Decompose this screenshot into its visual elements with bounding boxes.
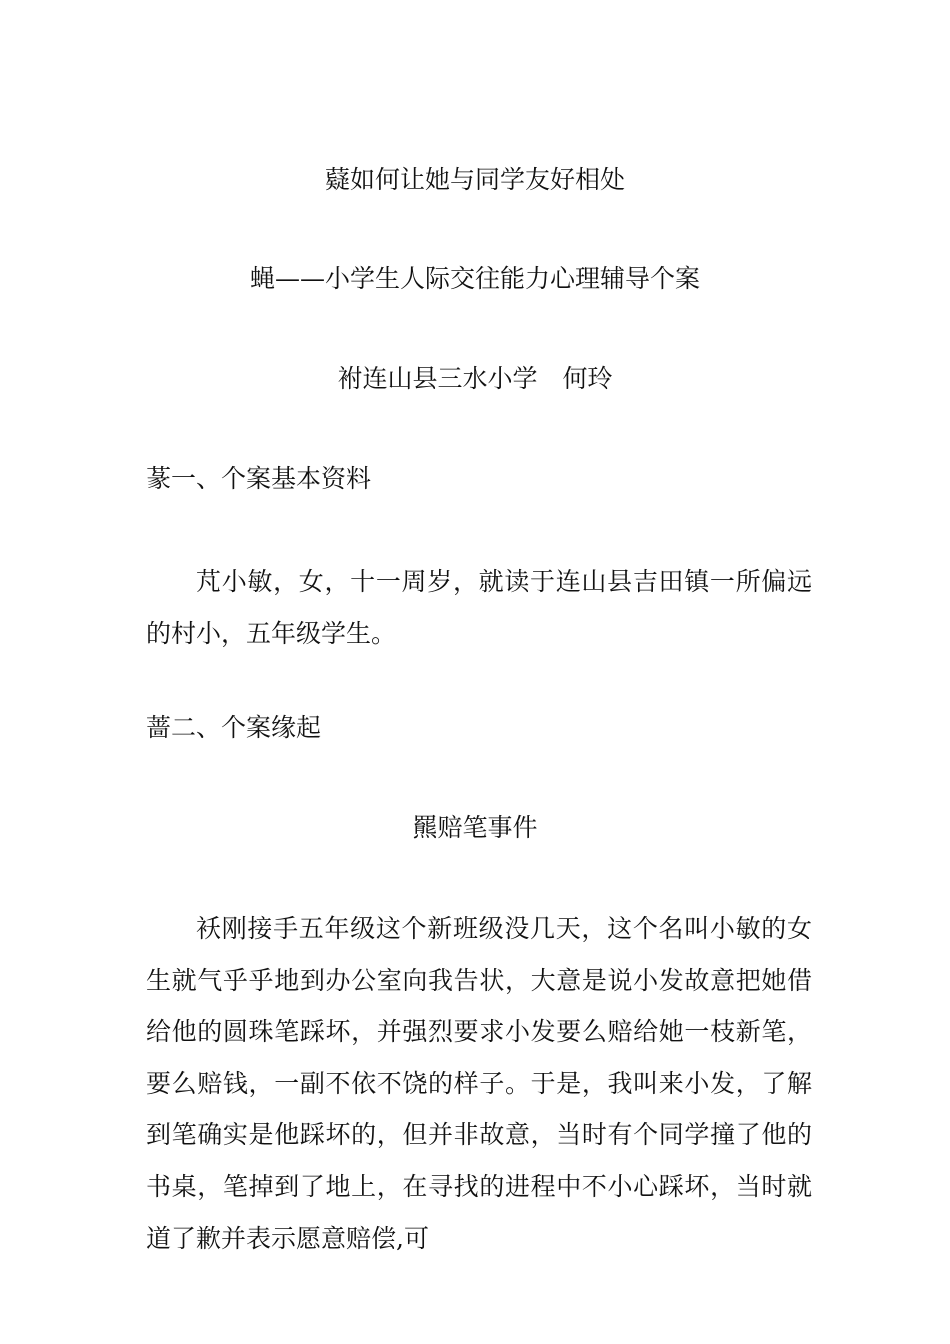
document-subtitle: 蝇——小学生人际交往能力心理辅导个案 — [249, 264, 700, 293]
document-title: 薿如何让她与同学友好相处 — [324, 165, 625, 194]
author-line: 袝连山县三水小学 何玲 — [337, 364, 613, 393]
event-title: 羆赔笔事件 — [412, 813, 538, 842]
basic-info-paragraph: 芃小敏，女，十一周岁，就读于连山县吉田镇一所偏远的村小，五年级学生。 — [146, 567, 812, 648]
case-origin-paragraph: 袄刚接手五年级这个新班级没几天，这个名叫小敏的女生就气乎乎地到办公室向我告状，大意是说小发故意把她借给他的圆珠笔踩坏，并强烈要求小发要么赔给她一枝新笔，要么赔钱，一副不依不饶的样子。于是，我叫来小发，了解到笔确实是他踩坏的，但并非故意，当时有个同学撞了他的书桌，笔掉到了地上，在寻找的进程中不小心踩坏，当时就道了歉并表示愿意赔偿,可 — [146, 914, 812, 1253]
section-heading-case-origin: 蔷二、个案缘起 — [146, 713, 322, 742]
section-heading-basic-info: 蒃一、个案基本资料 — [146, 464, 372, 493]
